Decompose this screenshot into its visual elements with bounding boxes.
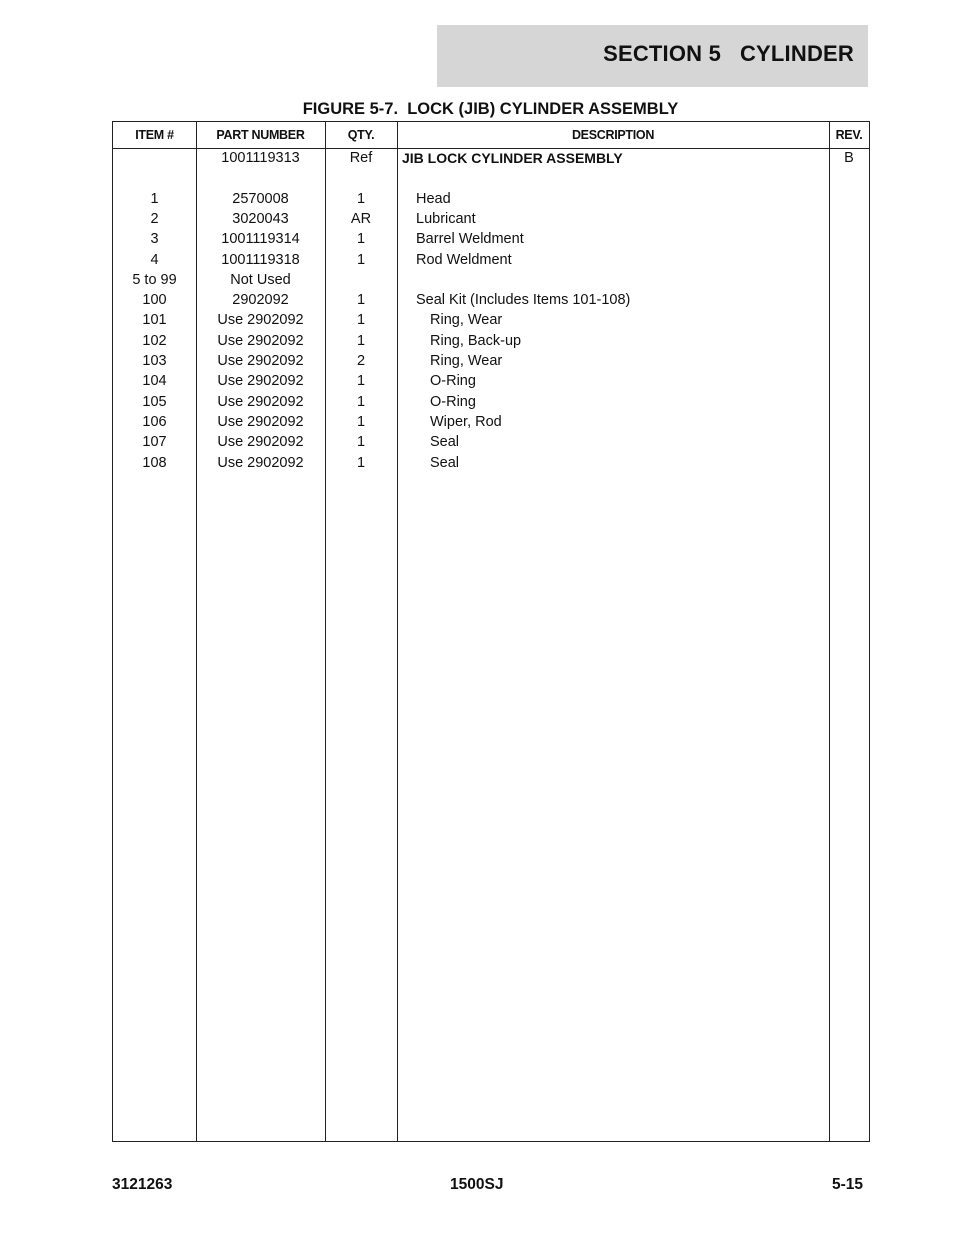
row-item-number: 102 — [142, 332, 167, 349]
row-item-number: 5 to 99 — [132, 271, 177, 288]
row-item-number: 108 — [142, 454, 167, 471]
row-rev — [829, 453, 869, 473]
row-qty: 1 — [356, 454, 366, 471]
row-part-number: Use 2902092 — [217, 454, 304, 471]
row-qty: 1 — [356, 393, 366, 410]
footer-page-number: 5-15 — [831, 1176, 863, 1193]
row-description: Head — [416, 190, 451, 207]
table-row — [113, 371, 869, 391]
row-item-number: 107 — [142, 434, 167, 451]
row-part-number: Use 2902092 — [217, 413, 304, 430]
row-item-number: 2 — [150, 210, 159, 227]
parts-table — [112, 121, 870, 1142]
row-part-number — [196, 168, 325, 188]
row-rev — [829, 209, 869, 229]
figure-title: FIGURE 5-7. LOCK (JIB) CYLINDER ASSEMBLY — [302, 100, 679, 118]
row-description — [416, 168, 846, 188]
row-item-number: 4 — [150, 251, 159, 268]
row-rev — [829, 331, 869, 351]
row-description: Seal — [430, 434, 460, 451]
header-part-number: PART NUMBER — [216, 128, 305, 142]
row-item-number: 101 — [142, 312, 167, 329]
row-description: Rod Weldment — [416, 251, 512, 268]
row-rev — [829, 412, 869, 432]
row-rev — [829, 229, 869, 249]
row-item-number: 104 — [142, 373, 167, 390]
row-qty: 2 — [356, 353, 366, 369]
row-rev: B — [844, 150, 854, 166]
row-qty — [325, 270, 397, 290]
row-qty: 1 — [356, 434, 366, 451]
row-part-number: 1001119318 — [221, 251, 300, 268]
row-part-number: Not Used — [230, 271, 291, 288]
row-item-number: 103 — [142, 353, 167, 369]
row-qty: 1 — [356, 413, 366, 430]
row-item-number — [113, 148, 196, 168]
row-rev — [829, 250, 869, 270]
table-row — [113, 250, 869, 270]
row-rev — [829, 310, 869, 330]
row-item-number: 3 — [150, 231, 159, 248]
row-description: Wiper, Rod — [430, 413, 502, 430]
row-item-number: 105 — [142, 393, 167, 410]
table-row — [113, 148, 869, 168]
row-description: Ring, Back-up — [430, 332, 522, 349]
table-row — [113, 229, 869, 249]
header-qty: QTY. — [347, 128, 375, 142]
row-rev — [829, 432, 869, 452]
table-row — [113, 168, 869, 188]
row-rev — [829, 270, 869, 290]
row-qty: AR — [350, 210, 372, 227]
table-row — [113, 453, 869, 473]
row-part-number: Use 2902092 — [217, 434, 304, 451]
row-part-number: Use 2902092 — [217, 393, 304, 410]
row-item-number: 100 — [142, 292, 167, 309]
row-rev — [829, 351, 869, 371]
table-row — [113, 310, 869, 330]
row-description: O-Ring — [430, 393, 476, 410]
row-qty: 1 — [356, 292, 366, 309]
row-qty: Ref — [349, 150, 373, 166]
header-item: ITEM # — [135, 128, 174, 142]
table-row — [113, 189, 869, 209]
table-row — [113, 392, 869, 412]
table-row — [113, 432, 869, 452]
row-part-number: 3020043 — [232, 210, 289, 227]
row-description — [416, 270, 846, 290]
row-rev — [829, 189, 869, 209]
footer-model: 1500SJ — [450, 1176, 504, 1193]
row-rev — [829, 290, 869, 310]
row-qty: 1 — [356, 251, 366, 268]
row-description: Seal — [430, 454, 460, 471]
table-row — [113, 209, 869, 229]
row-item-number: 1 — [150, 190, 159, 207]
row-description: Lubricant — [416, 210, 476, 227]
section-header — [437, 25, 868, 87]
row-qty: 1 — [356, 231, 366, 248]
row-rev — [829, 371, 869, 391]
row-item-number — [113, 168, 196, 188]
row-qty — [325, 168, 397, 188]
row-part-number: Use 2902092 — [217, 332, 304, 349]
row-qty: 1 — [356, 312, 366, 329]
table-row — [113, 331, 869, 351]
row-qty: 1 — [356, 190, 366, 207]
table-row — [113, 412, 869, 432]
footer-doc-number: 3121263 — [112, 1176, 173, 1193]
row-part-number: 1001119313 — [221, 150, 300, 166]
row-qty: 1 — [356, 373, 366, 390]
row-description: Ring, Wear — [430, 312, 503, 329]
row-rev — [829, 168, 869, 188]
table-row — [113, 290, 869, 310]
table-row — [113, 351, 869, 371]
row-qty: 1 — [356, 332, 366, 349]
row-description: Barrel Weldment — [416, 231, 524, 248]
header-description: DESCRIPTION — [571, 128, 655, 142]
row-part-number: Use 2902092 — [217, 373, 304, 390]
table-row — [113, 270, 869, 290]
row-item-number: 106 — [142, 413, 167, 430]
row-part-number: 2570008 — [232, 190, 289, 207]
row-part-number: 1001119314 — [221, 231, 300, 248]
section-title: SECTION 5 CYLINDER — [603, 41, 854, 66]
row-description: JIB LOCK CYLINDER ASSEMBLY — [402, 150, 623, 166]
row-rev — [829, 392, 869, 412]
row-description: O-Ring — [430, 373, 476, 390]
row-description: Ring, Wear — [430, 353, 503, 369]
row-part-number: Use 2902092 — [217, 312, 304, 329]
header-rev: REV. — [835, 128, 863, 142]
row-part-number: 2902092 — [232, 292, 289, 309]
row-part-number: Use 2902092 — [217, 353, 304, 369]
row-description: Seal Kit (Includes Items 101-108) — [416, 292, 631, 309]
